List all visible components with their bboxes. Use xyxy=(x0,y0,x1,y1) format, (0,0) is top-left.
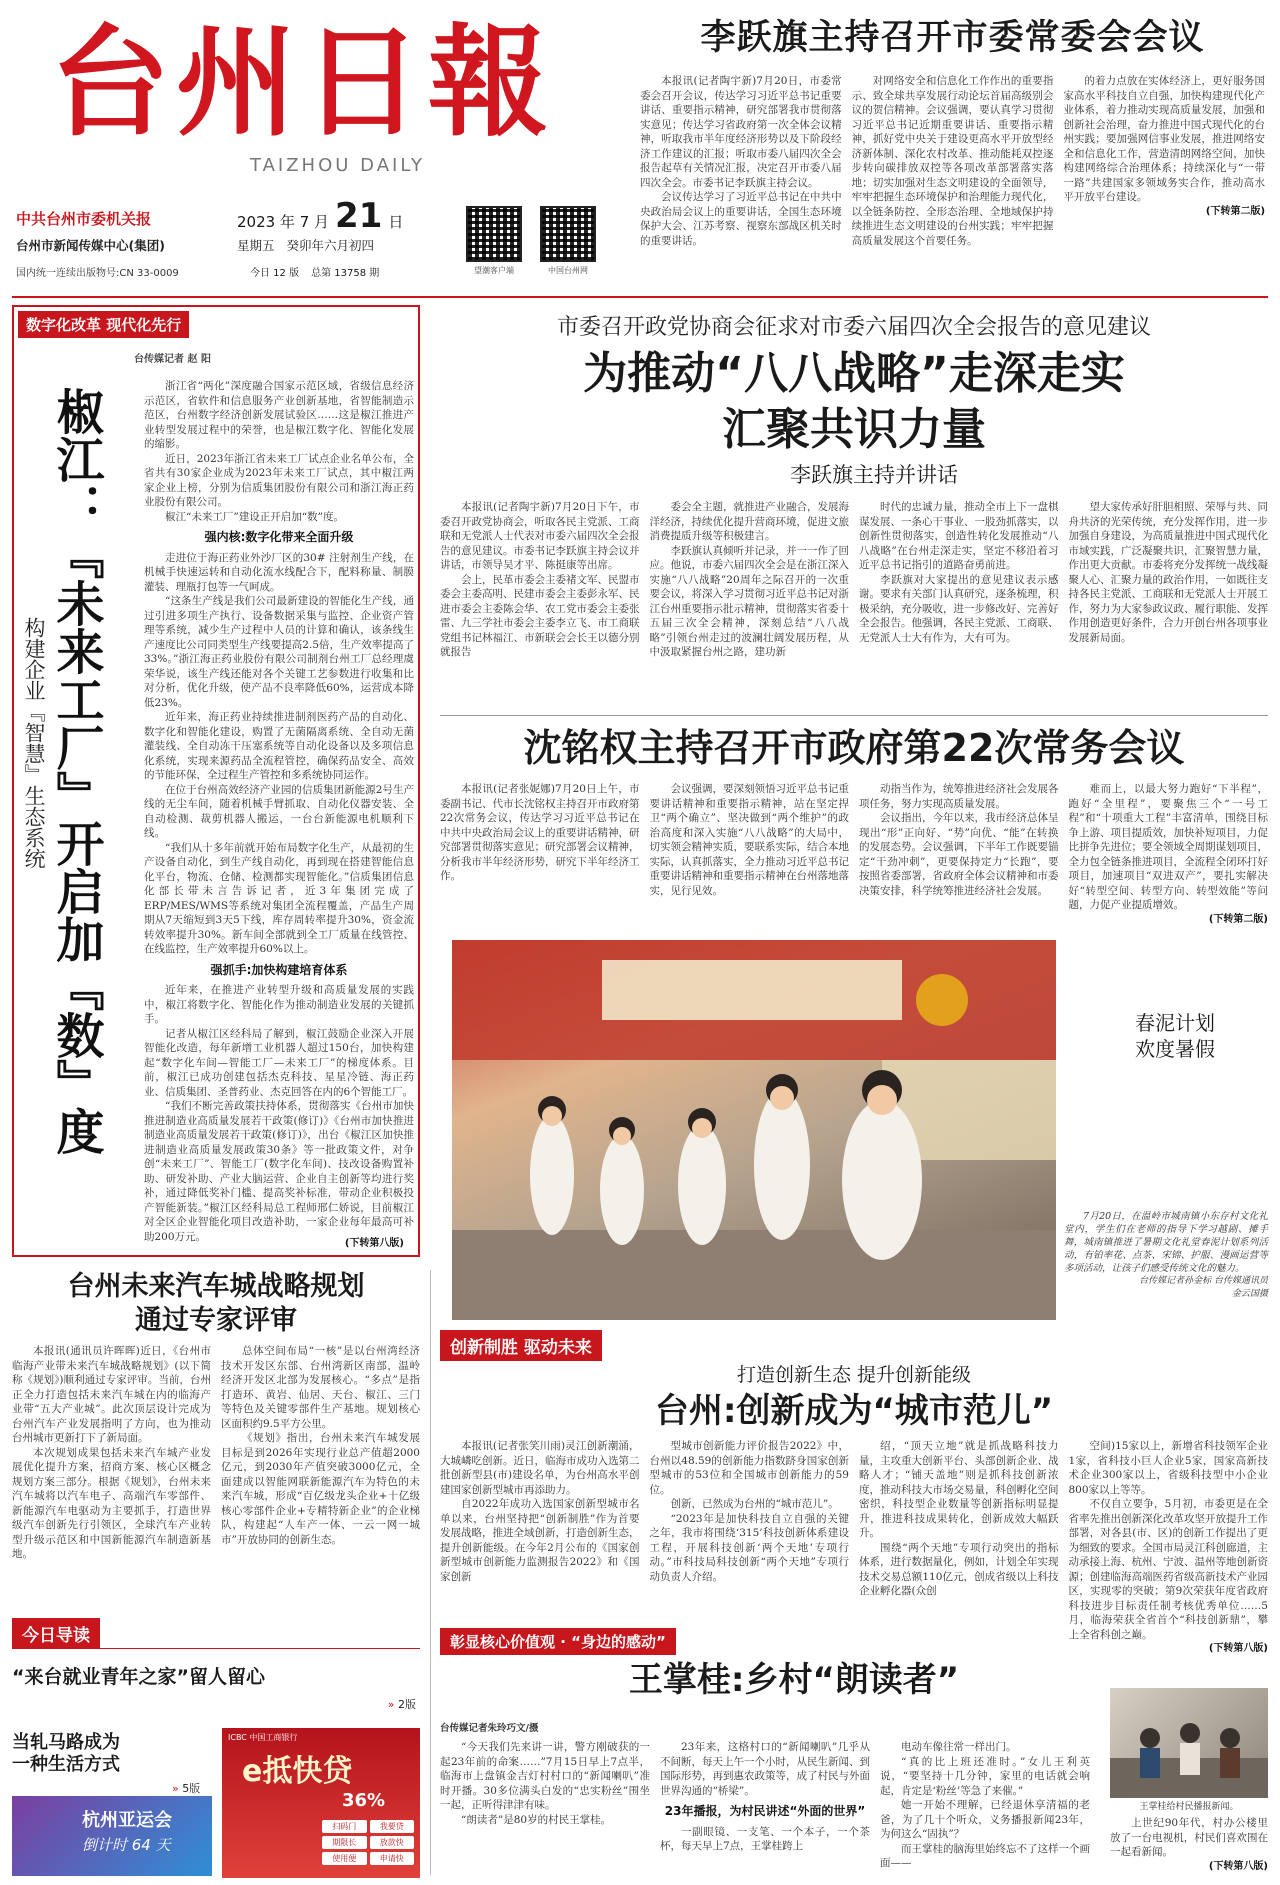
story6-caption: 王掌桂给村民播报新闻。 xyxy=(1139,1802,1239,1812)
ad1-line1: 杭州亚运会 xyxy=(82,1810,172,1831)
story4-headline1[interactable]: 台州未来汽车城战略规划 xyxy=(67,1271,365,1302)
story6-sub: 23年播报，为村民讲述“外面的世界” xyxy=(664,1804,866,1818)
story3-headline[interactable]: 沈铭权主持召开市政府第22次常务会议 xyxy=(523,726,1185,770)
ad2-rate: 36% xyxy=(342,1790,386,1811)
guide-item1-page-wrap xyxy=(388,1696,416,1712)
story6-tag: 彰显核心价值观 · “身边的感动” xyxy=(440,1628,676,1655)
guide-item2-page: 5版 xyxy=(182,1782,201,1795)
sidebar-intro: 浙江省“两化”深度融合国家示范区域，省级信息经济示范区，省软件和信息服务产业创新基地，省智能制造示范区，台州数字经济创新发展试验区……这是椒江推进产业转型发展过程中的荣誉，也是椒江数字化、智能化发展的缩影。 xyxy=(144,380,414,450)
story5-col3: 绍，“顶天立地”就是抓战略科技力量，主攻重大创新平台、头部创新企业、战略人才；“铺天盖地”则是抓科技创新浓度，推动科技大市场交易量，科创孵化空间密织，科技型企业数量等创新指标明显提升，推进科技成果转化，创新成效大幅跃升。 xyxy=(859,1440,1059,1539)
lead-col1: 本报讯(记者陶宇新)7月20日，市委常委会召开会议，传达学习习近平总书记重要讲话、重要指示精神，研究部署我市贯彻落实意见；传达学习省政府第一次全体会议精神，听取我市半年度经济形势以及下阶段经济工作建议的汇报；听取市委八届四次全会报告起草有关情况汇报，决定召开市委八届四次全会。市委书记李跃旗主持会议。 xyxy=(640,75,842,189)
sidebar-box xyxy=(12,305,420,1257)
weekday: 星期五 xyxy=(237,238,275,253)
story6-col2b: 一副眼镜、一支笔、一个本子，一个茶杯，每天早上7点，王掌桂跨上 xyxy=(660,1825,870,1852)
story6-headline[interactable]: 王掌桂:乡村“朗读者” xyxy=(628,1660,960,1700)
story2-col1: 本报讯(记者陶宇新)7月20日下午，市委召开政党协商会，听取各民主党派、工商联和无党派人士代表对市委六届四次全会报告的意见建议。市委书记李跃旗主持会议并讲话，市领导吴才平、陈挺康等出席。 xyxy=(440,501,640,571)
qr-code-icon xyxy=(540,206,596,262)
lead-col3: 的着力点放在实体经济上，更好服务国家高水平科技自立自强，加快构建现代化产业体系，着力推动实现高质量发展，加强和创新社会治理，奋力推进中国式现代化的台州实践；要加强网信事业发展，推进网络安全和信息化工作，营造清朗网络空间，加快构建网络综合治理体系；持续深化与“一带一路”共建国家多领域务实合作，推动高水平开放平台建设。 xyxy=(1063,75,1266,203)
masthead-date xyxy=(237,196,403,236)
ad2-btn[interactable]: 期限长 xyxy=(322,1836,367,1849)
story3-col4: 难而上，以最大努力跑好“下半程”，跑好“全里程”，要聚焦三个“一号工程”和“十项重大工程”丰富清单，围绕目标争上游、项目提质效，加快补短项目，力促比拼争先进位；要全领域全周期谋划项目，全力包全链条推进项目，全流程全闭环打好项目，加速项目“双进双产”，要扎实解决好“转型空间、转型方向、转型效能”等问题，力促产业提质增效。 xyxy=(1068,783,1268,911)
story5-col2: 型城市创新能力评价报告2022》中，台州以48.59的创新能力指数跻身国家创新型城市的53位和全国城市创新能力的59位。 xyxy=(649,1440,849,1496)
today-guide xyxy=(12,1618,420,1880)
ad2-title: e抵快贷 xyxy=(242,1754,353,1789)
photo-caption xyxy=(1064,1210,1268,1320)
date-suffix: 日 xyxy=(388,213,404,231)
sidebar-tag: 数字化改革 现代化先行 xyxy=(18,311,189,338)
masthead-cn-number: 国内统一连续出版物号:CN 33-0009 xyxy=(16,268,179,279)
ad2-bank: ICBC 中国工商银行 xyxy=(228,1733,298,1742)
divider xyxy=(430,1270,431,1875)
arrow-right-icon: » xyxy=(172,1782,179,1795)
guide-item1-page: 2版 xyxy=(398,1698,416,1711)
photo-credit2: 金云国摄 xyxy=(1231,1289,1268,1299)
date-prefix: 2023 年 7 月 xyxy=(237,213,330,231)
lead-headline[interactable]: 李跃旗主持召开市委常委会会议 xyxy=(700,18,1205,58)
qr-caption: 中国台州网 xyxy=(548,266,588,275)
story6-col1: “今天我们先来讲一讲，警方刚破获的一起23年前的命案……”7月15日早上7点半，临海市上盘镇金吉灯村村口的“新闻喇叭”准时开播。30多位满头白发的“忠实粉丝”围坐一起，正听得津津有味。 xyxy=(440,1741,650,1811)
story2-col2b: 李跃旗认真倾听并记录，并一一作了回应。他说，市委六届四次全会是在浙江深入实施“八八战略”20周年之际召开的一次重要会议，将深入学习贯彻习近平总书记对浙江台州重要指示批示精神，贯彻落实省委十五届三次全会精神，深刻总结“八八战略”引领台州走过的波澜壮阔发展历程，从中汲取紧握台州之路，建功新 xyxy=(649,544,849,658)
guide-tag: 今日导读 xyxy=(12,1618,100,1649)
qr-codes xyxy=(466,206,596,276)
photo-credit1: 台传媒记者孙金标 台传媒通讯员 xyxy=(1139,1276,1268,1286)
masthead-issue-info xyxy=(250,264,379,279)
story3-continued[interactable]: (下转第二版) xyxy=(1208,913,1268,925)
lunar-date: 癸卯年六月初四 xyxy=(286,238,375,253)
story2-headline1[interactable]: 为推动“八八战略”走深走实 xyxy=(583,348,1125,399)
guide-item1[interactable] xyxy=(12,1662,420,1711)
story2-col2: 委会全主题，就推进产业融合，发展海洋经济，持续优化提升营商环境，促进文旅消费提质升级等积极建言。 xyxy=(649,501,849,542)
sidebar-p11: “我们不断完善政策扶持体系，贯彻落实《台州市加快推进制造业高质量发展若干政策(修订)》《台州市加快推进制造业高质量发展若干政策(修订)》，出台《椒江区加快推进制造业高质量发展政策30条》等一批政策文件，对争创“未来工厂”、智能工厂(数字化车间)、技改设备购置补助、研发补助、产业大脑运营、企业自主创新等均进行奖补，通过降低奖补门槛、提高奖补标准，带动企业积极投产智能新装。”椒江区经科局总工程师邢仁娇说，目前椒江对全区企业智能化项目改造补助，一家企业每年最高可补助200万元。 xyxy=(144,1100,414,1243)
story6-byline: 台传媒记者朱玲巧文/摄 xyxy=(440,1723,539,1734)
masthead-rule xyxy=(12,296,1268,298)
sidebar-p5: “这条生产线是我们公司最新建设的智能化生产线，通过引进多项生产执行、设备数据采集与监控、企业资产管理等系统，减少生产过程中人员的计算和确认，该条线生产速度比公司同类型生产线要提高2.5倍，生产效率提高了33%。”浙江海正药业股份有限公司制剂台州工厂总经理虞荣华说，该生产线还能对各个关键工艺参数进行收集和比对分析，优化升级，使产品不良率降低60%，运营成本降低23%。 xyxy=(144,595,414,709)
story6-col3c: 她一开始不理解，已经退休享清福的老爸，为了几十个听众，义务播报新闻23年，为何这么“固执”？ xyxy=(880,1799,1090,1840)
sidebar-headline-vertical[interactable]: 椒江：『未来工厂』开启加『数』度 xyxy=(48,387,104,1155)
story6-col3: 电动车像往常一样出门。 xyxy=(901,1741,1017,1753)
photo-title-line1: 春泥计划 xyxy=(1135,1011,1215,1035)
issue-number: 总第 13758 期 xyxy=(311,268,380,279)
story5-col2c: “2023年是加快科技自立自强的关键之年，我市将围绕‘315’科技创新体系建设工程，开展科技创新‘两个天地’专项行动。”市科技局科技创新“两个天地”专项行动负责人介绍。 xyxy=(649,1512,849,1583)
divider xyxy=(440,715,1268,716)
story6-col4: 上世纪90年代，村办公楼里放了一台电视机，村民们喜欢围在一起看新闻。 xyxy=(1110,1817,1268,1858)
ad2-btn[interactable]: 使用便 xyxy=(322,1852,367,1865)
lead-story xyxy=(640,8,1265,288)
story-auto-city xyxy=(12,1270,420,1610)
guide-item2-page-wrap xyxy=(172,1780,200,1796)
story4-col2: 总体空间布局“一核”是以台州湾经济技术开发区东部、台州湾新区南部，温岭经济开发区北部为发展核心。“多点”是指打造环、黄岩、仙居、天台、椒江、三门等特色及关键零部件生产基地。规划核心区面积约9.5平方公里。 xyxy=(221,1345,420,1430)
story5-col3b: 围绕“两个天地”专项行动突出的指标体系，进行数据量化，例如，计划全年实现技术交易总额110亿元，创成省级以上科技企业孵化器(众创 xyxy=(859,1541,1059,1597)
sidebar-p3: 椒江“未来工厂”建设正开启加“数”度。 xyxy=(165,510,344,523)
masthead-publisher: 台州市新闻传媒中心(集团) xyxy=(16,238,165,253)
story6-col3b: “真的比上班还准时。”女儿王利英说，“要坚持十几分钟，家里的电话就会响起，肯定是‘粉丝’等急了来催。” xyxy=(880,1755,1090,1797)
masthead-subtitle-en: TAIZHOU DAILY xyxy=(250,155,425,176)
story5-col4: 空间)15家以上，新增省科技领军企业1家，省科技小巨人企业5家，国家高新技术企业300家以上，省级科技型中小企业800家以上等等。 xyxy=(1068,1440,1268,1496)
story2-col1b: 会上，民革市委会主委褚文军、民盟市委会主委高明、民建市委会主委彭永军、民进市委会主委陈会华、农工党市委会主委张雷、九三学社市委会主委李立飞、市工商联党组书记林福江、市新联会会长王以德分别就报告 xyxy=(440,573,640,658)
photo-caption-text: 7月20日，在温岭市城南镇小东存村文化礼堂内，学生们在老师的指导下学习越剧、摊手舞，城南镇推进了暑期文化礼堂春泥计划系列活动，有铂率花、点茶、宋锦、护服、漫画运营等多项活动，让孩子们感受传统文化的魅力。 xyxy=(1064,1211,1268,1274)
story5-col2b: 创新，已然成为台州的“城市范儿”。 xyxy=(670,1498,839,1510)
lead-continued[interactable]: (下转第二版) xyxy=(1205,205,1266,217)
story2-col4: 望大家传承好肝胆相照、荣辱与共、同舟共济的光荣传统，充分发挥作用，进一步加强自身建设，为高质量推进中国式现代化市域实践，广泛凝聚共识，汇聚智慧力量，作出更大贡献。市委将充分发挥统一战线凝聚人心、汇聚力量的政治作用，一如既往支持各民主党派、工商联和无党派人士开展工作，努力为大家参政议政、履行职能、发挥作用创造更好条件，合力开创台州各项事业发展新局面。 xyxy=(1068,501,1268,644)
ad2-btn[interactable]: 放款快 xyxy=(370,1836,415,1849)
story5-continued[interactable]: (下转第八版) xyxy=(1208,1643,1268,1654)
ad2-buttons xyxy=(322,1820,414,1865)
sidebar-p4: 走进位于海正药业外沙厂区的30# 注射剂生产线，在机械手快速运转和自动化流水线配合下，配料称量、制膜灌装、理瓶打包等一气呵成。 xyxy=(144,551,414,593)
story4-col1: 本报讯(通讯员许晖晖)近日，《台州市临海产业带未来汽车城战略规划》(以下简称《规划》)顺利通过专家评审。当前，台州正全力打造包括未来汽车城在内的临海产业带“五大产业城”。此次顶层设计完成为台州汽车产业发展指明了方向，也为推动台州城市更新打下了新局面。 xyxy=(12,1345,211,1444)
masthead-org: 中共台州市委机关报 xyxy=(16,210,152,228)
sidebar-p2: 近日，2023年浙江省未来工厂试点企业名单公布，全省共有30家企业成为2023年未来工厂试点，其中椒江两家企业上榜，分别为信质集团股份有限公司和浙江海正药业股份有限公司。 xyxy=(144,452,414,508)
guide-item2-line1: 当轧马路成为 xyxy=(12,1732,120,1753)
story2-deck: 李跃旗主持并讲话 xyxy=(790,463,958,487)
masthead-calendar xyxy=(237,236,374,254)
story5-kicker: 打造创新生态 提升创新能级 xyxy=(736,1364,972,1386)
page-count: 今日 12 版 xyxy=(250,268,300,279)
masthead-title: 台州日報 xyxy=(50,12,554,153)
arrow-right-icon: » xyxy=(387,1698,395,1711)
qr-caption: 望潮客户端 xyxy=(474,266,514,275)
photo-title-line2: 欢度暑假 xyxy=(1135,1037,1215,1061)
qr-code-web[interactable] xyxy=(540,206,596,276)
sidebar-p8: “我们从十多年前就开始布局数字化生产，从最初的生产设备自动化，到生产线自动化，再到现在搭建智能信息化平台，物流、仓储、检测都实现智能化。”信质集团信息化部长带未言告诉记者，近3年集团完成了ERP/MES/WMS等系统对集团全流程覆盖，产品生产周期从7天缩短到3天5下线，库存周转率提升30%，资金流转效率提升30%。新车间全部就到全工厂质量在线管控、在线监控，生产效率提升60%以上。 xyxy=(144,841,414,955)
sidebar-body xyxy=(144,379,414,1249)
story5-col1: 本报讯(记者张笑川雨)灵江创新潮涌，大城嶙吃创新。近日，临海市成功入选第二批创新型县(市)建设名单，为台州高水平创建国家创新型城市再添助力。 xyxy=(440,1440,640,1496)
sidebar-p6: 近年来，海正药业持续推进制剂医药产品的自动化、数字化和智能化建设，购置了无菌隔离系统、全自动无菌灌装线、全自动冻干压塞系统等自动化设备以及多项信息化系统，实现来源药品全流程管控，确保药品安全、高效的节能环保，全过程生产管控和多系统协同运作。 xyxy=(144,711,414,781)
story5-col1b: 自2022年成功入选国家创新型城市名单以来，台州坚持把“创新制胜”作为首要发展战略，推进全域创新，打造创新生态，提升创新能级。在今年2月公布的《国家创新型城市创新能力监测报告2022》和《国家创新 xyxy=(440,1498,640,1583)
sidebar-p10: 记者从椒江区经科局了解到，椒江鼓励企业深入开展智能化改造，每年新增工业机器人超过150台，加快构建起“数字化车间—智能工厂—未来工厂”的梯度体系。目前，椒江已成功创建包括杰克科技、星星冷链、海正药业、信质集团、圣普药业、杰克回答在内的6个智能工厂。 xyxy=(144,1027,414,1098)
sidebar-subhead-vertical: 构建企业『智慧』生态系统 xyxy=(22,617,46,869)
story2-col3b: 李跃旗对大家提出的意见建议表示感谢。要求有关部门认真研究，逐条梳理，积极采纳，充分吸收，进一步修改好、完善好全会报告。他强调，各民主党派、工商联、无党派人士大有作为，大有可为。 xyxy=(859,573,1059,644)
story6-photo-illustration xyxy=(1110,1688,1268,1798)
story-reader xyxy=(440,1628,1268,1880)
story5-tag: 创新制胜 驱动未来 xyxy=(440,1330,602,1361)
story3-col1: 本报讯(记者张妮娜)7月20日上午，市委副书记、代市长沈铭权主持召开市政府第22次常务会议，传达学习习近平总书记在中共中央政治局会议上的重要讲话精神，研究部署贯彻落实意见；研究部署会议精神，分析我市半年经济形势，研究下半年经济工作。 xyxy=(440,783,640,882)
ad2-btn[interactable]: 申请快 xyxy=(370,1852,415,1865)
story5-col4b: 不仅自立要争，5月初，市委更是在全省率先推出创新深化改革攻坚开放提升工作部署，对各县(市、区)的创新工作提出了更为细致的要求。全国市局灵江科创廊道，主动承接上海、杭州、宁波、温州等地创新资源；创建临海高端医药省级高新技术产业园区，实现零的突破；第9次荣获年度省政府科技进步目标责任制考核优秀单位……5月，临海荣获全省首个“科技创新鼎”，攀上全省科创之巅。 xyxy=(1068,1498,1268,1641)
story-consultation xyxy=(440,310,1268,710)
story3-col3: 动指当作为，统筹推进经济社会发展各项任务，努力实现高质量发展。 xyxy=(859,783,1059,810)
story6-continued[interactable]: (下转第八版) xyxy=(1208,1860,1268,1872)
story-government-meeting xyxy=(440,718,1268,930)
guide-item2[interactable] xyxy=(12,1732,212,1795)
sidebar-sub2: 强抓手:加快构建培育体系 xyxy=(210,962,348,977)
asian-games-ad[interactable] xyxy=(12,1796,212,1876)
sidebar-p9: 近年来，在推进产业转型升级和高质量发展的实践中，椒江将数字化、智能化作为推动制造业发展的关键抓手。 xyxy=(144,984,414,1025)
story3-col3b: 会议指出，今年以来，我市经济总体呈现出“形”正向好、“势”向优、“能”在转换的发展态势。会议强调，下半年工作既要锚定“干劲冲刺”，更要保持定力“长跑”，要按照省委部署，省政府全体会议精神和市委决策安排，科学统筹推进经济社会发展。 xyxy=(859,812,1059,897)
story4-col1b: 本次规划成果包括未来汽车城产业发展优化提升方案，招商方案、核心区概念规划方案三部分。根据《规划》，台州未来汽车城将以汽车电子、高端汽车零部件、新能源汽车电驱动为主要抓手，打造世界级汽车创新先行引领区，全球汽车产业转型升级示范区和中国新能源汽车制造新基地。 xyxy=(12,1446,211,1560)
story2-kicker: 市委召开政党协商会征求对市委六届四次全会报告的意见建议 xyxy=(556,315,1151,340)
ad2-btn[interactable]: 我要贷 xyxy=(370,1820,415,1833)
date-day: 21 xyxy=(335,196,383,236)
story6-col1b: “朗读者”是80岁的村民王掌桂。 xyxy=(461,1813,612,1826)
sidebar-p7: 在位于台州高效经济产业园的信质集团新能源2号生产线的无尘车间，随着机械手臂抓取、自动化仪器安装、全自动检测、裁剪机器人搬运，一台台新能源电机顺利下线。 xyxy=(144,783,414,839)
guide-item2-line2: 一种生活方式 xyxy=(12,1754,120,1775)
story2-col3: 时代的忠诚力量，推动全市上下一盘棋谋发展、一条心干事业、一股劲抓落实，以创新性贯彻落实，创造性转化发展推动“八八战略”在台州走深走实，坚定不移沿着习近平总书记指引的道路奋勇前进。 xyxy=(859,501,1059,571)
qr-code-icon xyxy=(466,206,522,262)
photo-title xyxy=(1110,1010,1240,1062)
lead-col1b: 会议传达学习了习近平总书记在中共中央政治局会议上的重要讲话，全国生态环境保护大会、江苏考察、视察东部战区机关时的重要讲话。 xyxy=(640,191,842,247)
ad1-line2: 倒计时 64 天 xyxy=(82,1836,171,1854)
sidebar-sub1: 强内核:数字化带来全面升级 xyxy=(204,530,354,544)
story4-col2b: 《规划》指出，台州未来汽车城发展目标是到2026年实现行业总产值超2000亿元，到2030年产值突破3000亿元，全面建成以智能网联新能源汽车为特色的未来汽车城，形成“百亿级龙头企业+十亿级核心零部件企业+专精特新企业”的企业梯队，构建起“人车产一体、一云一网一城市”开放协同的创新生态。 xyxy=(221,1432,420,1546)
story6-col2: 23年来，这格村口的“新闻喇叭”几乎从不间断，每天上午一个小时，从民生新闻、到国际形势，再到惠农政策等，成了村民与外面世界沟通的“桥梁”。 xyxy=(660,1741,870,1797)
main-photo[interactable] xyxy=(452,940,1056,1320)
story4-headline2[interactable]: 通过专家评审 xyxy=(135,1305,297,1336)
story6-photo[interactable] xyxy=(1110,1688,1268,1798)
qr-code-app[interactable] xyxy=(466,206,522,276)
story3-col2: 会议强调，要深刻领悟习近平总书记重要讲话精神和重要指示精神，站在坚定捍卫“两个确立”、坚决做到“两个维护”的政治高度和深入实施“八八战略”的大局中，切实领会精神实质，要联系实际，结合本地实际，认真抓落实，全力推动习近平总书记重要讲话精神和重要指示精神在台州落地落实，见行见效。 xyxy=(649,783,849,897)
story5-headline[interactable]: 台州:创新成为“城市范儿” xyxy=(654,1391,1054,1431)
ad2-btn[interactable]: 扫码门 xyxy=(322,1820,367,1833)
icbc-ad[interactable] xyxy=(222,1728,420,1878)
story6-col3d: 而王掌桂的脑海里始终忘不了这样一个画面—— xyxy=(880,1842,1090,1869)
guide-rule xyxy=(12,1648,420,1649)
sidebar-byline: 台传媒记者 赵 阳 xyxy=(134,354,211,365)
guide-item1-title: “来台就业青年之家”留人留心 xyxy=(12,1666,265,1688)
story2-headline2[interactable]: 汇聚共识力量 xyxy=(722,404,986,455)
sidebar-continued[interactable]: (下转第八版) xyxy=(339,1234,404,1249)
lead-col2: 对网络安全和信息化工作作出的重要指示、致全球共享发展行动论坛首届高级别会议的贺信精神。会议强调，要认真学习贯彻习近平总书记近期重要讲话、重要指示精神，抓好党中央关于建设更高水平开放型经济新体制、深化农村改革、推动能耗双控逐步转向碳排放双控等各项改革部署落实落地；切实加强对生态文明建设的全面领导，牢牢把握生态环境保护和治理能力现代化，以全链条防控、全形态治理、全地域保护持续推进生态文明建设的台州实践；牢牢把握高质量发展这个首要任务。 xyxy=(851,75,1054,247)
story6-col4-wrap xyxy=(1110,1816,1268,1876)
photo-illustration xyxy=(452,940,1056,1320)
